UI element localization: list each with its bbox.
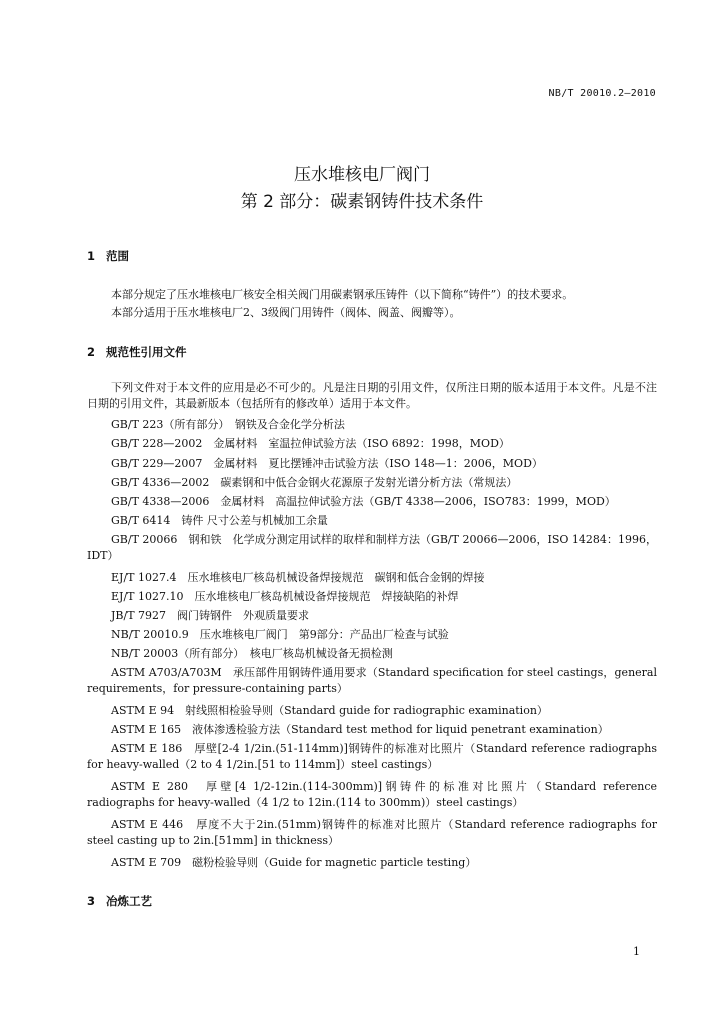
reference-item: JB/T 7927 阀门铸钢件 外观质量要求 [111,609,310,622]
reference-item: EJ/T 1027.10 压水堆核电厂核岛机械设备焊接规范 焊接缺陷的补焊 [111,590,459,603]
reference-item: ASTM E 709 磁粉检验导则（Guide for magnetic particle testing） [111,856,477,869]
reference-item: GB/T 228—2002 金属材料 室温拉伸试验方法（ISO 6892：1998，MOD） [111,437,510,450]
reference-item: NB/T 20010.9 压水堆核电厂阀门 第9部分：产品出厂检查与试验 [111,628,449,641]
reference-item: ASTM E 446 厚度不大于2in.(51mm)钢铸件的标准对比照片（Standard reference radiographs for steel casting up to 2in.[51mm] in thickness） [87,818,657,847]
reference-item: GB/T 229—2007 金属材料 夏比摆锤冲击试验方法（ISO 148—1：2006，MOD） [111,457,543,470]
section-3-heading [87,893,152,909]
standard-number: NB/T 20010.2—2010 [548,88,656,99]
reference-item: ASTM A703/A703M 承压部件用钢铸件通用要求（Standard specification for steel castings，general requirements，for pressure-containing parts） [87,666,657,695]
reference-item: EJ/T 1027.4 压水堆核电厂核岛机械设备焊接规范 碳钢和低合金钢的焊接 [111,571,485,584]
section-1-heading [87,248,129,264]
reference-item: ASTM E 186 厚壁[2-4 1/2in.(51-114mm)]钢铸件的标准对比照片（Standard reference radiographs for heavy-walled（2 to 4 1/2in.[51 to 114mm]）steel castings） [87,742,657,771]
section-title: 范围 [106,249,129,263]
section-number: 2 [87,345,96,359]
page-number: 1 [633,945,640,958]
section-number: 1 [87,249,96,263]
reference-item: NB/T 20003（所有部分） 核电厂核岛机械设备无损检测 [111,647,393,660]
section-number: 3 [87,894,96,908]
reference-item: GB/T 20066 钢和铁 化学成分测定用试样的取样和制样方法（GB/T 20066—2006，ISO 14284：1996，IDT） [87,533,657,562]
reference-item: ASTM E 94 射线照相检验导则（Standard guide for radiographic examination） [111,704,548,717]
reference-item: GB/T 4338—2006 金属材料 高温拉伸试验方法（GB/T 4338—2006，ISO783：1999，MOD） [111,495,616,508]
document-subtitle: 第 2 部分：碳素钢铸件技术条件 [240,192,484,212]
reference-item: GB/T 4336—2002 碳素钢和中低合金钢火花源原子发射光谱分析方法（常规法） [111,476,518,489]
paragraph: 本部分适用于压水堆核电厂2、3级阀门用铸件（阀体、阀盖、阀瓣等）。 [111,306,461,319]
section-title: 冶炼工艺 [106,894,152,908]
reference-item: ASTM E 280 厚壁[4 1/2-12in.(114-300mm)]钢铸件的标准对比照片（Standard reference radiographs for heavy-walled（4 1/2 to 12in.(114 to 300mm)）steel castings） [87,780,657,809]
reference-item: GB/T 223（所有部分） 钢铁及合金化学分析法 [111,418,345,431]
section-2-heading [87,344,187,360]
reference-item: ASTM E 165 液体渗透检验方法（Standard test method for liquid penetrant examination） [111,723,609,736]
reference-item: GB/T 6414 铸件 尺寸公差与机械加工余量 [111,514,328,527]
paragraph: 下列文件对于本文件的应用是必不可少的。凡是注日期的引用文件，仅所注日期的版本适用于本文件。凡是不注日期的引用文件，其最新版本（包括所有的修改单）适用于本文件。 [87,381,657,410]
paragraph: 本部分规定了压水堆核电厂核安全相关阀门用碳素钢承压铸件（以下简称“铸件”）的技术要求。 [111,288,574,301]
section-title: 规范性引用文件 [106,345,187,359]
document-title: 压水堆核电厂阀门 [294,165,430,185]
